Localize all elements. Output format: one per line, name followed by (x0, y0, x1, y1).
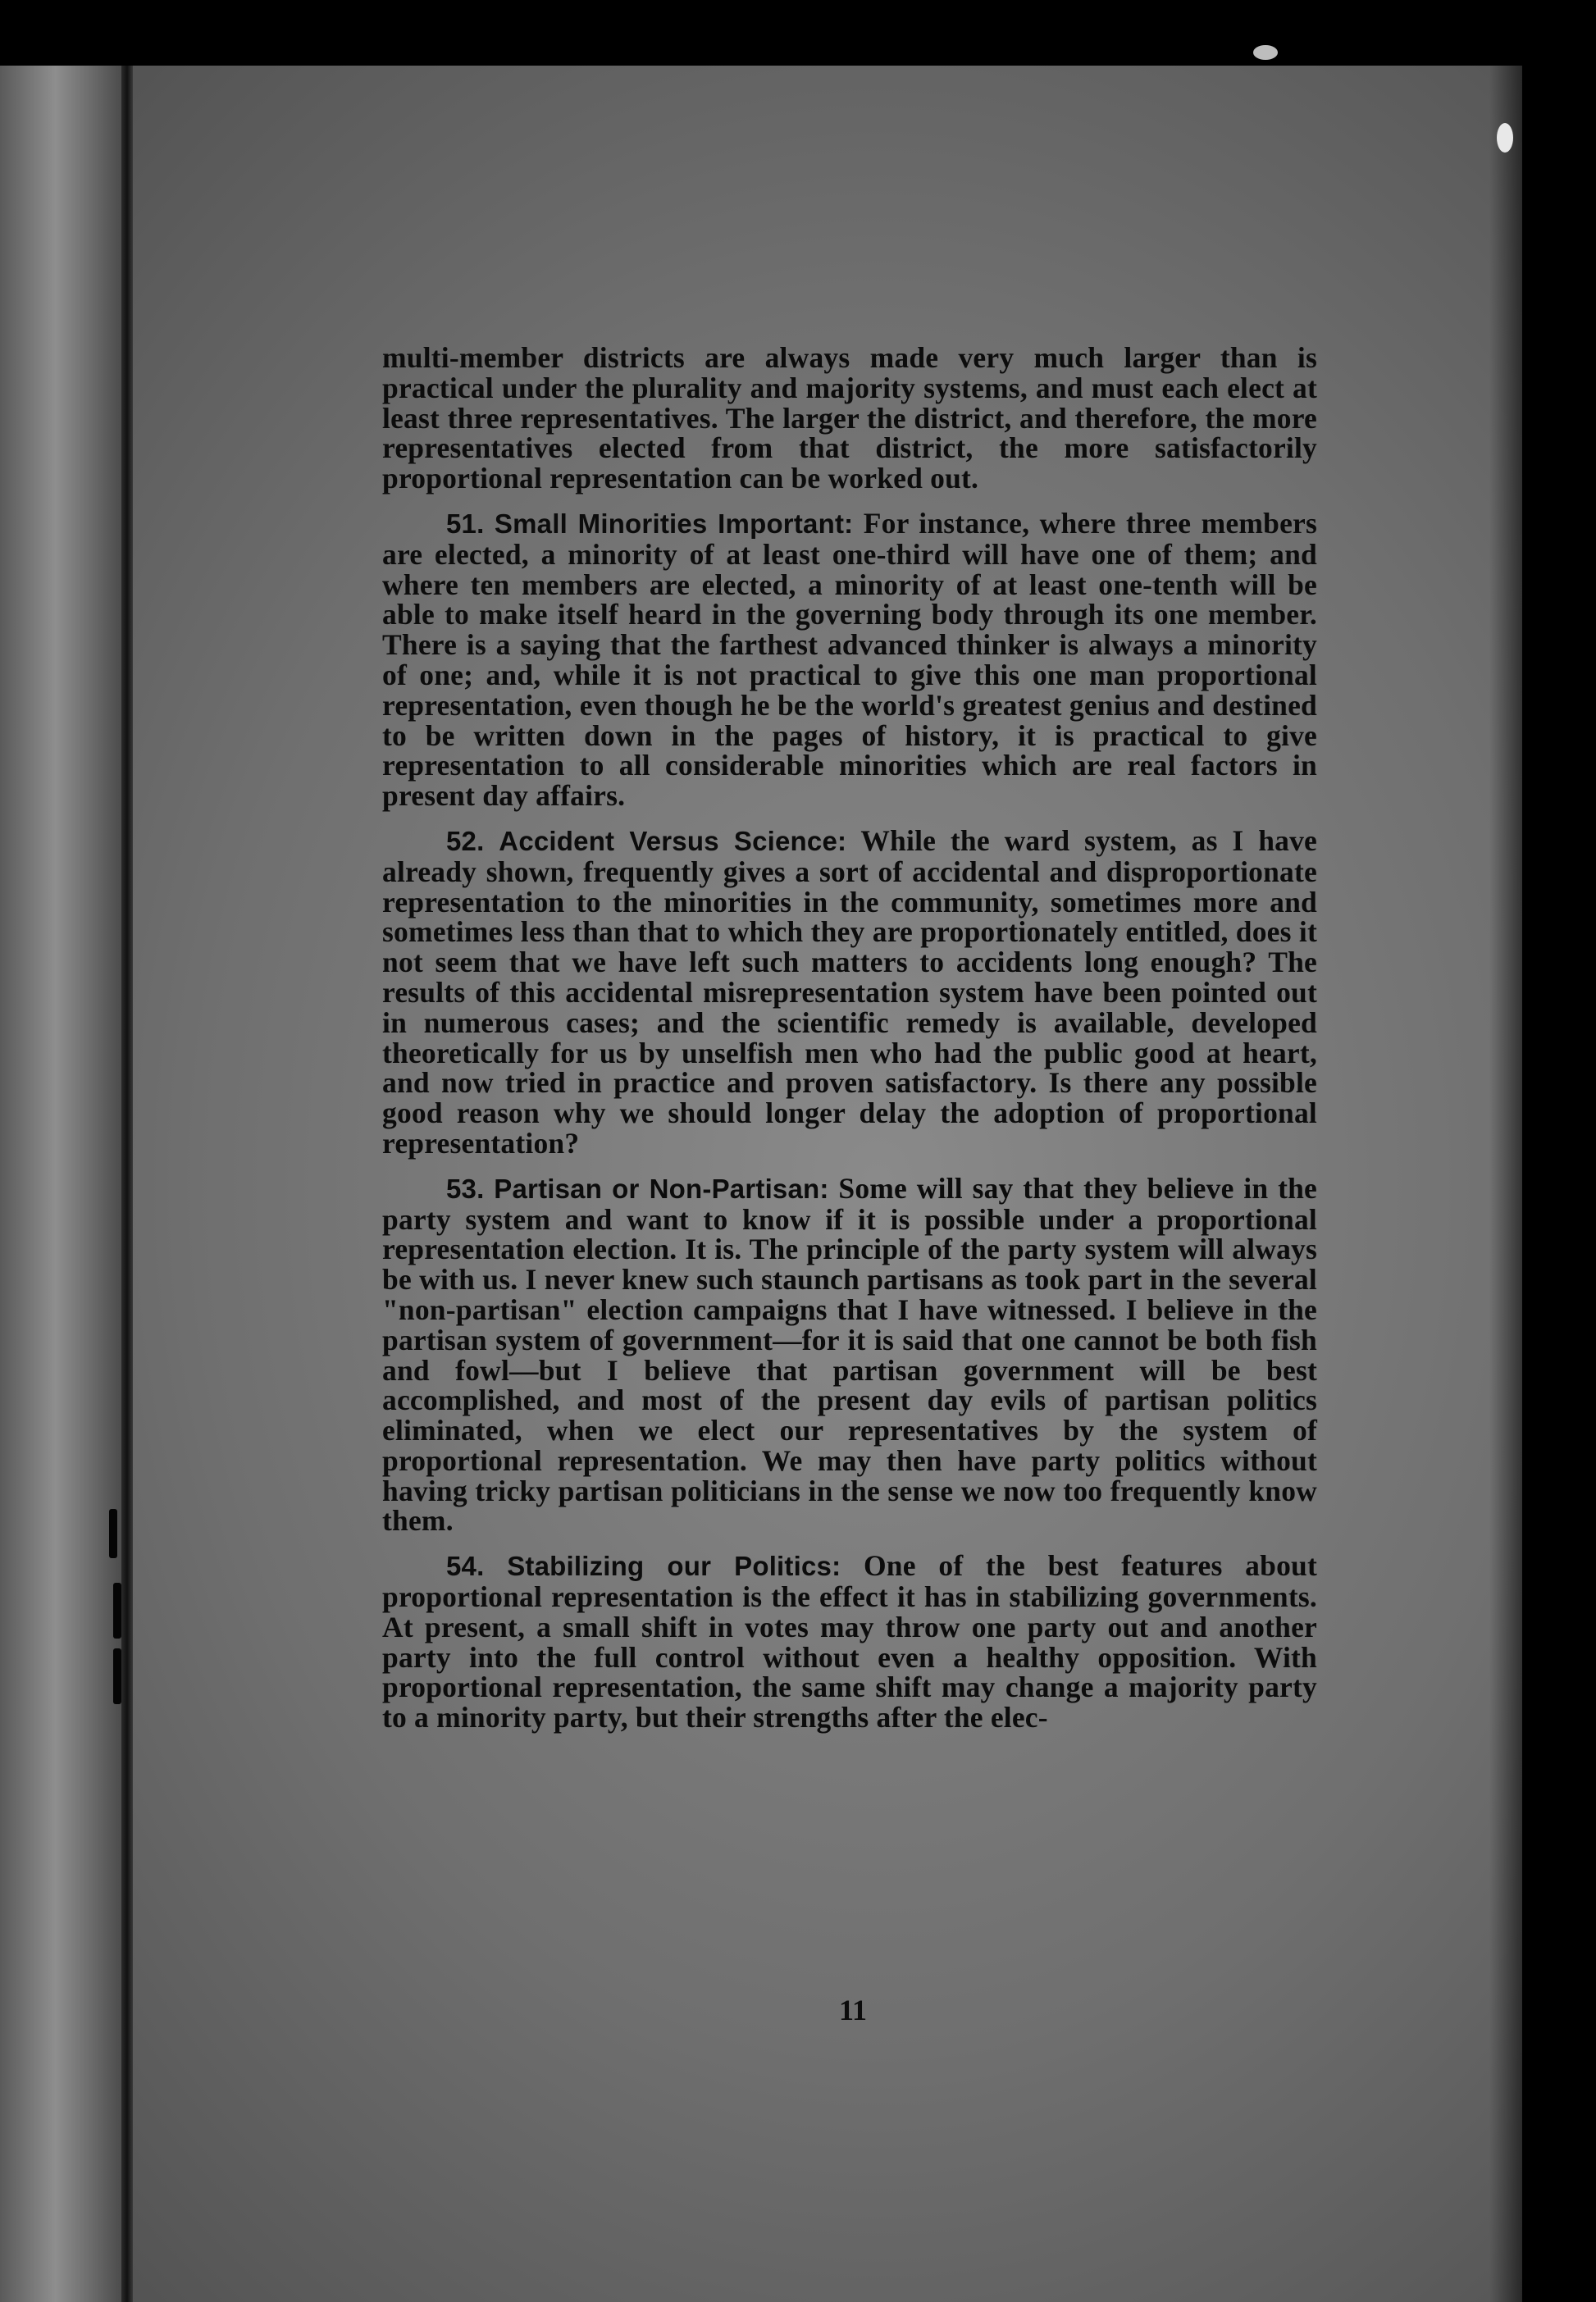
facing-page-edge (0, 66, 123, 2302)
paragraph-text: For instance, where three members are elected, a minority of at least one-third will have one of them; and where ten members are elected, a minority of at least one-tenth will be able to make itself heard in the governing body through its one member. There is a saying that the farthest advanced thinker is always a minority of one; and, while it is not practical to give this one man proportional representation, even though he be the world's greatest genius and destined to be written down in the pages of history, it is practical to give representation to all considerable minorities which are real factors in present day affairs. (382, 506, 1317, 813)
page-text (382, 343, 1317, 1748)
paragraph-text: multi-member districts are always made very much larger than is practical under the plurality and majority systems, and must each elect at least three representatives. The larger the district, and therefore, the more representatives elected from that district, the more satisfactorily proportional representation can be worked out. (382, 341, 1317, 495)
paragraph-text: Some will say that they believe in the party system and want to know if it is possible under a proportional representation election. It is. The principle of the party system will always be with us. I never knew such staunch partisans as took part in the several "non-partisan" election campaigns that I have witnessed. I believe in the partisan system of government—for it is said that one cannot be both fish and fowl—but I believe that partisan government will be best accomplished, and most of the present day evils of partisan politics eliminated, when we elect our representatives by the system of proportional representation. We may then have party politics without having tricky partisan politicians in the sense we now too frequently know them. (382, 1171, 1318, 1538)
scan-speck (1497, 123, 1513, 153)
paragraph-54 (382, 1551, 1317, 1733)
page-number: 11 (838, 1994, 867, 2026)
binding-staple-mark (113, 1648, 121, 1704)
scan-right-border (1522, 49, 1596, 2302)
section-number: 51. (446, 508, 485, 539)
scan-speck (1253, 45, 1278, 60)
book-gutter (121, 66, 133, 2302)
paragraph-51 (382, 508, 1317, 811)
binding-staple-mark (109, 1509, 117, 1558)
section-number: 54. (446, 1551, 485, 1582)
paragraph-52 (382, 823, 1318, 1160)
section-heading: Stabilizing our Politics: (507, 1551, 841, 1582)
section-heading: Small Minorities Important: (494, 508, 854, 539)
section-heading: Partisan or Non-Partisan: (494, 1173, 829, 1204)
section-number: 52. (446, 825, 485, 856)
page-edge-shadow (1489, 66, 1522, 2302)
section-number: 53. (446, 1173, 485, 1204)
scan-top-border (0, 0, 1596, 74)
paragraph-text: While the ward system, as I have already shown, frequently gives a sort of accidental and disproportionate representation to the minorities in the community, sometimes more and sometimes less than that to which they are proportionately entitled, does it not seem that we have left such matters to accidents long enough? The results of this accidental misrepresentation system have been pointed out in numerous cases; and the scientific remedy is available, developed theoretically for us by unselfish men who had the public good at heart, and now tried in practice and proven satisfactory. Is there any possible good reason why we should longer delay the adoption of proportional representation? (382, 823, 1318, 1160)
paragraph-53 (382, 1171, 1318, 1538)
binding-staple-mark (113, 1583, 121, 1639)
section-heading: Accident Versus Science: (499, 825, 847, 856)
paragraph-text: One of the best features about proportional representation is the effect it has in stabilizing governments. At present, a small shift in votes may throw one party out and another party into the full control without even a healthy opposition. With proportional representation, the same shift may change a majority party to a minority party, but their strengths after the elec- (382, 1549, 1317, 1734)
paragraph-continuation (382, 343, 1317, 494)
